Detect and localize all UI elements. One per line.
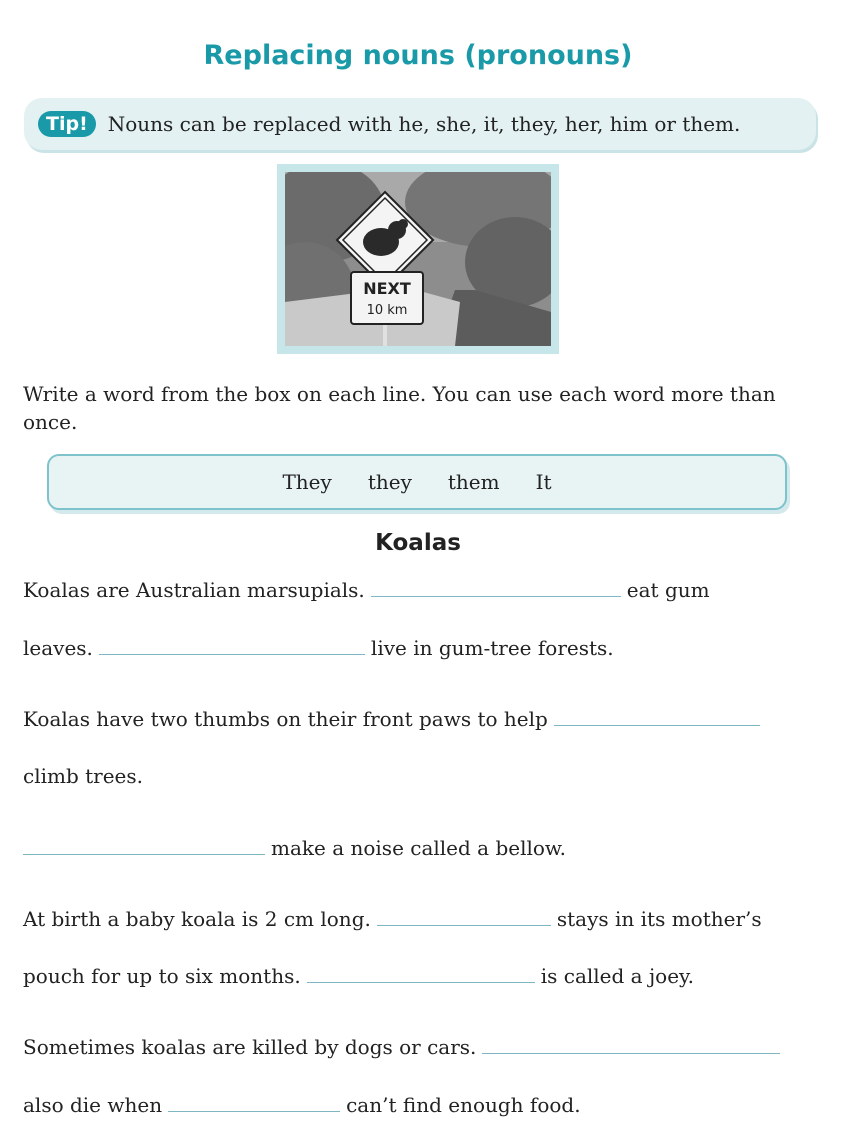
page-title: Replacing nouns (pronouns) xyxy=(203,40,633,71)
line-text: make a noise called a bellow. xyxy=(271,836,567,860)
line-text: pouch for up to six months. xyxy=(23,964,301,988)
instructions: Write a word from the box on each line. You can use each word more than once. xyxy=(23,382,776,434)
answer-blank[interactable] xyxy=(371,580,621,597)
line-text: Koalas have two thumbs on their front paws to help xyxy=(23,707,548,731)
line-text: can’t find enough food. xyxy=(346,1093,581,1117)
answer-blank[interactable] xyxy=(23,838,265,855)
answer-blank[interactable] xyxy=(377,909,551,926)
answer-blank[interactable] xyxy=(168,1095,340,1112)
line-text: At birth a baby koala is 2 cm long. xyxy=(23,907,371,931)
tip-text: Nouns can be replaced with he, she, it, they, her, him or them. xyxy=(107,112,741,136)
answer-blank[interactable] xyxy=(99,638,365,655)
line-text: climb trees. xyxy=(23,764,144,788)
story-line xyxy=(23,707,766,731)
word-option: They xyxy=(282,470,332,494)
answer-blank[interactable] xyxy=(482,1037,780,1054)
answer-blank[interactable] xyxy=(307,966,535,983)
road-scene-illustration xyxy=(285,172,551,346)
line-text: Sometimes koalas are killed by dogs or cars. xyxy=(23,1035,477,1059)
koala-sign-photo xyxy=(277,164,559,354)
line-text: Koalas are Australian marsupials. xyxy=(23,578,365,602)
answer-blank[interactable] xyxy=(554,709,760,726)
tip-badge: Tip! xyxy=(38,111,96,137)
line-text: also die when xyxy=(23,1093,163,1117)
story-line xyxy=(23,907,762,931)
word-option: they xyxy=(367,470,412,494)
word-box xyxy=(47,454,787,510)
sign-text-distance: 10 km xyxy=(366,303,408,318)
line-text: eat gum xyxy=(626,578,710,602)
line-text: leaves. xyxy=(23,636,93,660)
story-line xyxy=(23,836,566,860)
story-line xyxy=(23,636,614,660)
line-text: is called a joey. xyxy=(540,964,695,988)
story-line xyxy=(23,764,143,788)
line-text: stays in its mother’s xyxy=(556,907,762,931)
story-line xyxy=(23,964,694,988)
sign-text-next: NEXT xyxy=(363,279,411,298)
tip-box xyxy=(24,98,816,150)
story-line xyxy=(23,1093,581,1117)
story-title: Koalas xyxy=(375,530,461,556)
word-option: It xyxy=(535,470,552,494)
line-text: live in gum-tree forests. xyxy=(370,636,614,660)
word-option: them xyxy=(447,470,500,494)
story-line xyxy=(23,1035,786,1059)
story-line xyxy=(23,578,710,602)
